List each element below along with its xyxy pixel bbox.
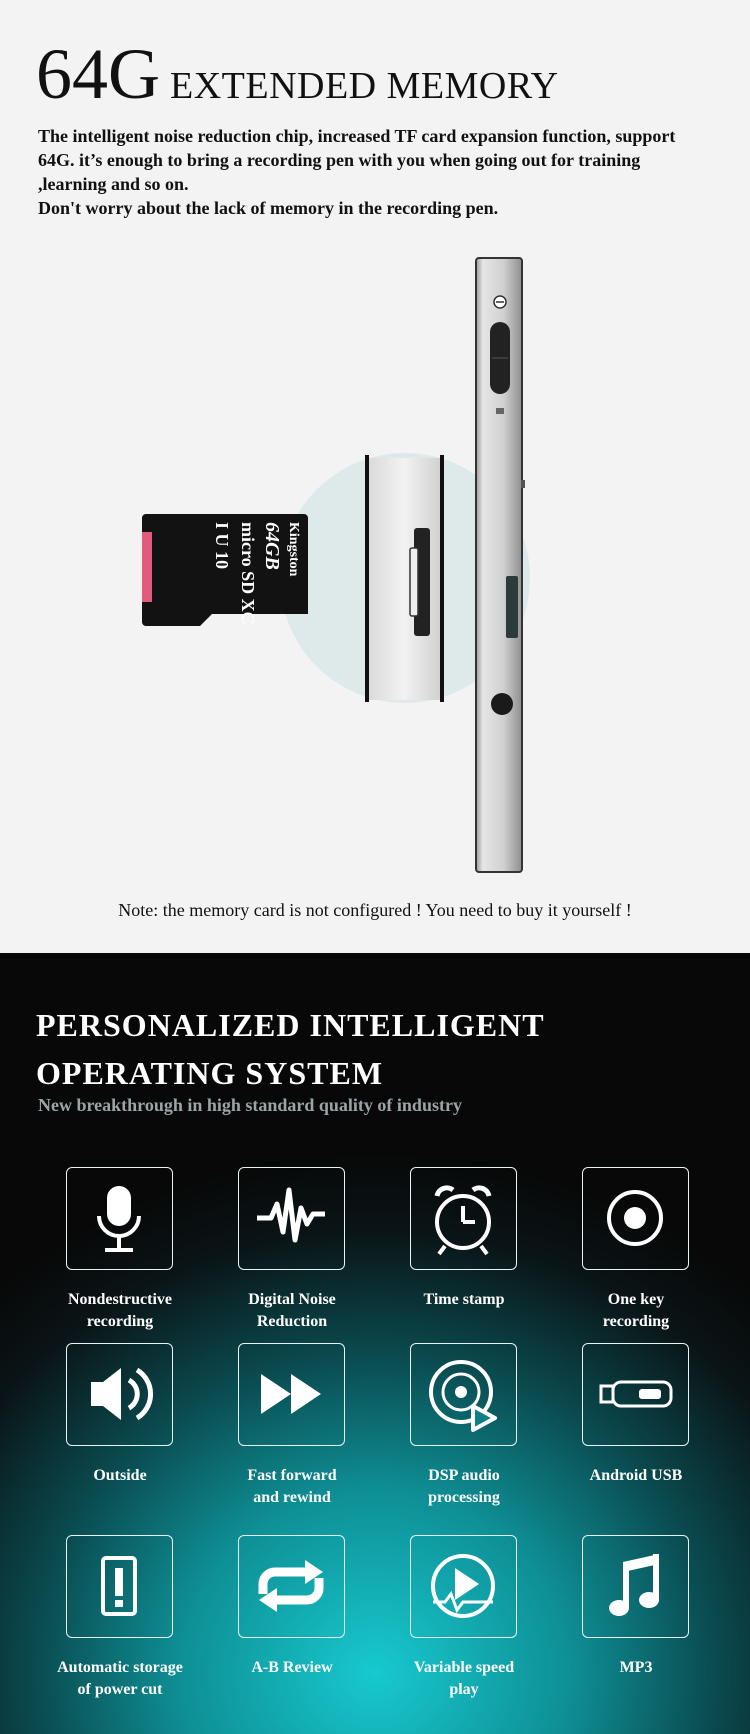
feature-label: Outside bbox=[93, 1467, 147, 1484]
capacity-title: 64G bbox=[36, 34, 160, 114]
card-capacity-text: 64GB bbox=[261, 522, 283, 570]
music-note-icon bbox=[582, 1535, 689, 1638]
memory-description bbox=[38, 124, 698, 220]
disc-play-icon bbox=[410, 1343, 517, 1446]
feature-label: MP3 bbox=[619, 1659, 653, 1676]
feature-label: Time stamp bbox=[423, 1291, 505, 1308]
feature-label: Android USB bbox=[589, 1467, 683, 1484]
recorder-and-sd-card-image bbox=[0, 240, 750, 880]
system-subtitle: New breakthrough in high standard quality of industry bbox=[38, 1095, 462, 1115]
card-class-text: I U 10 bbox=[212, 522, 232, 570]
memory-note: Note: the memory card is not configured ! You need to buy it yourself ! bbox=[118, 900, 632, 920]
description-paragraph: The intelligent noise reduction chip, increased TF card expansion function, support 64G. it’s enough to bring a recording pen with you when going out for training ,learning and so on. bbox=[38, 126, 676, 194]
microphone-icon bbox=[66, 1167, 173, 1270]
fast-forward-icon bbox=[238, 1343, 345, 1446]
memory-headline bbox=[36, 34, 559, 114]
play-wave-icon bbox=[410, 1535, 517, 1638]
feature-label: Digital Noise Reduction bbox=[248, 1291, 336, 1330]
feature-label: Variable speed play bbox=[413, 1659, 515, 1698]
feature-label: Fast forward and rewind bbox=[247, 1467, 337, 1506]
card-brand-text: Kingston bbox=[286, 522, 301, 577]
feature-label: Automatic storage of power cut bbox=[57, 1659, 183, 1698]
warning-battery-icon bbox=[66, 1535, 173, 1638]
system-title bbox=[36, 1001, 545, 1097]
feature-label: Nondestructive recording bbox=[68, 1291, 172, 1330]
system-title-line: OPERATING SYSTEM bbox=[36, 1055, 384, 1091]
system-title-line: PERSONALIZED INTELLIGENT bbox=[36, 1007, 545, 1043]
waveform-icon bbox=[238, 1167, 345, 1270]
speaker-icon bbox=[66, 1343, 173, 1446]
alarm-clock-icon bbox=[410, 1167, 517, 1270]
record-dot-icon bbox=[582, 1167, 689, 1270]
sd-card bbox=[142, 514, 308, 626]
feature-label: DSP audio processing bbox=[428, 1467, 500, 1506]
card-type-text: micro SD XC bbox=[238, 522, 258, 625]
description-paragraph: Don't worry about the lack of memory in the recording pen. bbox=[38, 198, 499, 218]
usb-stick-icon bbox=[582, 1343, 689, 1446]
repeat-icon bbox=[238, 1535, 345, 1638]
feature-label: A-B Review bbox=[251, 1659, 333, 1676]
extended-memory-title: EXTENDED MEMORY bbox=[170, 65, 559, 107]
feature-label: One key recording bbox=[602, 1291, 670, 1330]
features-section bbox=[0, 953, 750, 1734]
